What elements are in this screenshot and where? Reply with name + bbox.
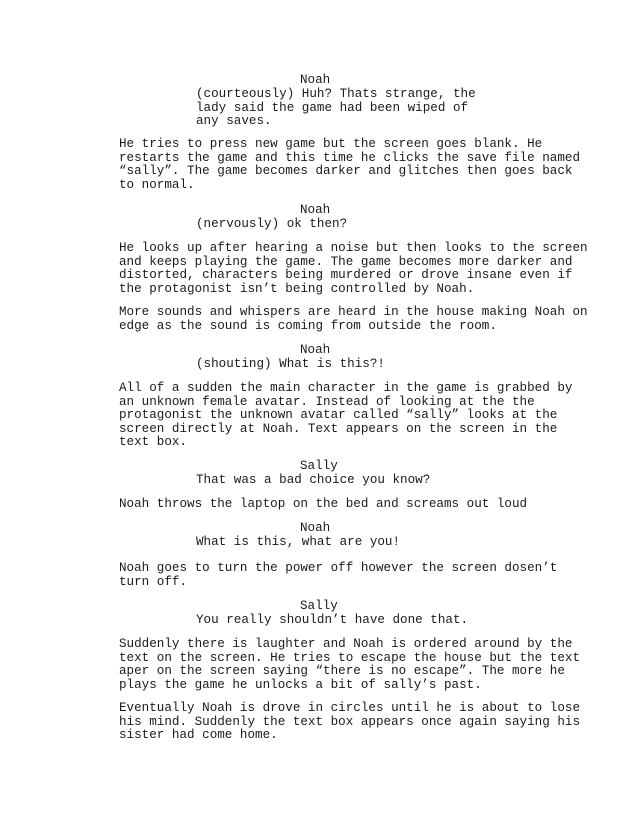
action-paragraph: More sounds and whispers are heard in the house making Noah on edge as the sound is coming from outside the room.	[119, 305, 588, 333]
character-name: Noah	[300, 343, 331, 357]
dialogue: That was a bad choice you know?	[196, 473, 431, 487]
action-paragraph: Noah goes to turn the power off however the screen dosen’t turn off.	[119, 561, 558, 589]
dialogue: (courteously) Huh? Thats strange, the lady said the game had been wiped of any saves.	[196, 87, 476, 129]
character-name: Noah	[300, 203, 331, 217]
action-paragraph: He looks up after hearing a noise but then looks to the screen and keeps playing the game. The game becomes more darker and distorted, characters being murdered or drove insane even if the protagonist isn’t being controlled by Noah.	[119, 241, 588, 296]
action-paragraph: Suddenly there is laughter and Noah is ordered around by the text on the screen. He tries to escape the house but the text aper on the screen saying “there is no escape”. The more he plays the game he unlocks a bit of sally’s past.	[119, 637, 581, 692]
action-paragraph: All of a sudden the main character in the game is grabbed by an unknown female avatar. Instead of looking at the the protagonist the unknown avatar called “sally” looks at the screen directly at Noah. Text appears on the screen in the text box.	[119, 381, 573, 450]
character-name: Sally	[300, 459, 338, 473]
action-paragraph: Noah throws the laptop on the bed and screams out loud	[119, 497, 528, 511]
dialogue: (shouting) What is this?!	[196, 357, 385, 371]
dialogue: (nervously) ok then?	[196, 217, 348, 231]
character-name: Noah	[300, 73, 331, 87]
action-paragraph: He tries to press new game but the screen goes blank. He restarts the game and this time he clicks the save file named “sally”. The game becomes darker and glitches then goes back to normal.	[119, 137, 581, 192]
dialogue: You really shouldn’t have done that.	[196, 613, 469, 627]
character-name: Noah	[300, 521, 331, 535]
character-name: Sally	[300, 599, 338, 613]
dialogue: What is this, what are you!	[196, 535, 401, 549]
action-paragraph: Eventually Noah is drove in circles until he is about to lose his mind. Suddenly the text box appears once again saying his sister had come home.	[119, 701, 581, 743]
